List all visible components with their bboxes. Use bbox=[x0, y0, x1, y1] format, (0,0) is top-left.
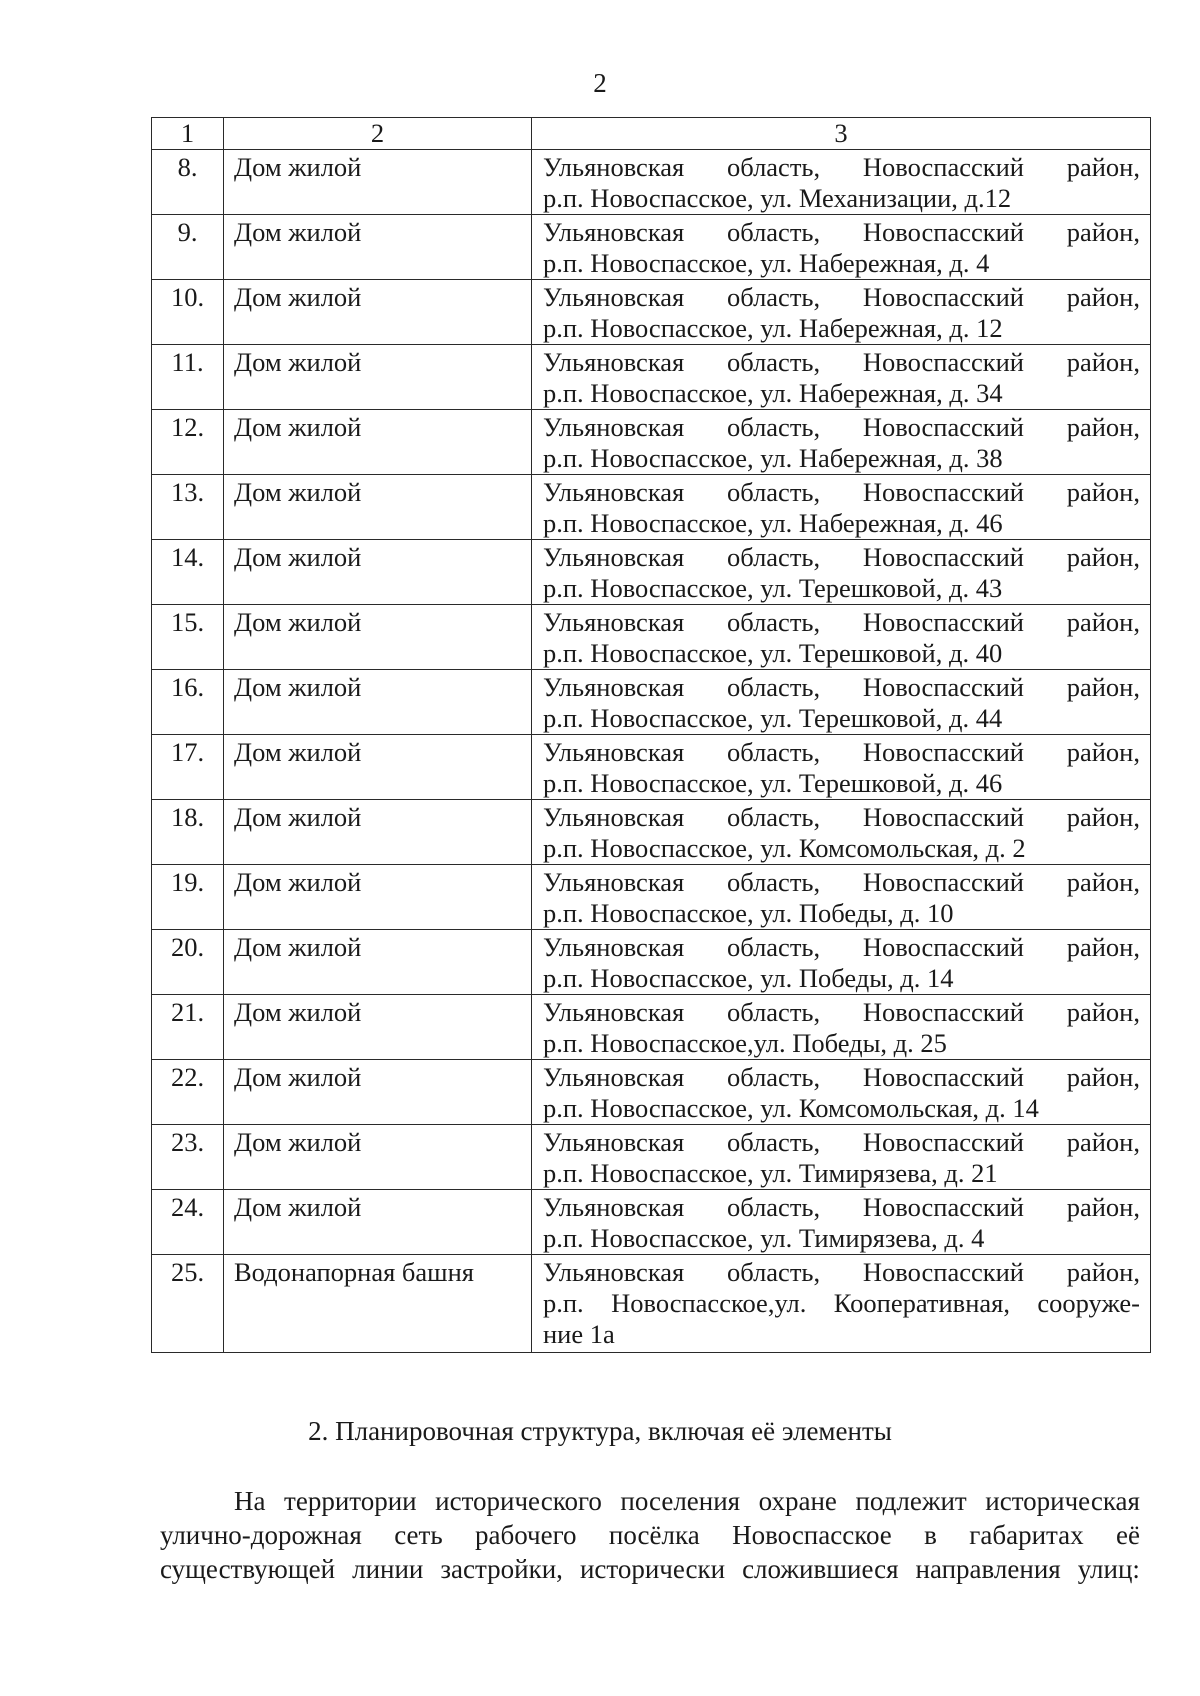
header-col-1: 1 bbox=[152, 118, 224, 150]
object-address bbox=[532, 475, 1151, 540]
address-word: Ульяновская bbox=[543, 867, 685, 897]
address-line: р.п. Новоспасское, ул. Механизации, д.12 bbox=[543, 183, 1012, 213]
table-row bbox=[152, 930, 1151, 995]
address-line: р.п. Новоспасское, ул. Терешковой, д. 43 bbox=[543, 573, 1003, 603]
object-name: Дом жилой bbox=[224, 1190, 532, 1255]
address-line bbox=[543, 477, 1140, 508]
address-word: район, bbox=[1066, 152, 1140, 182]
address-word: Ульяновская bbox=[543, 412, 685, 442]
paragraph-line bbox=[160, 1484, 1140, 1518]
address-word: область, bbox=[727, 672, 821, 702]
paragraph-word: подлежит bbox=[855, 1486, 967, 1516]
address-word: Новоспасский bbox=[862, 802, 1024, 832]
address-word: район, bbox=[1066, 1257, 1140, 1287]
paragraph-word: сеть bbox=[394, 1520, 443, 1550]
address-line: р.п. Новоспасское, ул. Набережная, д. 34 bbox=[543, 378, 1003, 408]
object-address bbox=[532, 1255, 1151, 1353]
address-word: область, bbox=[727, 607, 821, 637]
table-row bbox=[152, 410, 1151, 475]
row-number: 9. bbox=[152, 215, 224, 280]
table-row bbox=[152, 215, 1151, 280]
address-word: Ульяновская bbox=[543, 1257, 685, 1287]
address-line bbox=[543, 1257, 1140, 1288]
table-row bbox=[152, 1190, 1151, 1255]
object-address bbox=[532, 605, 1151, 670]
table-row bbox=[152, 670, 1151, 735]
table-row bbox=[152, 1060, 1151, 1125]
object-address bbox=[532, 410, 1151, 475]
table-row bbox=[152, 280, 1151, 345]
objects-table bbox=[151, 117, 1151, 1353]
address-word: Новоспасский bbox=[862, 477, 1024, 507]
paragraph-word: застройки, bbox=[440, 1554, 563, 1584]
address-line bbox=[543, 217, 1140, 248]
address-word: район, bbox=[1066, 997, 1140, 1027]
address-word: район, bbox=[1066, 1192, 1140, 1222]
row-number: 10. bbox=[152, 280, 224, 345]
address-line: р.п. Новоспасское, ул. Комсомольская, д. 2 bbox=[543, 833, 1026, 863]
address-word: Ульяновская bbox=[543, 477, 685, 507]
paragraph-word: в bbox=[924, 1520, 937, 1550]
address-word: область, bbox=[727, 1257, 821, 1287]
table-row bbox=[152, 605, 1151, 670]
address-word: р.п. bbox=[543, 1288, 584, 1318]
address-line bbox=[543, 607, 1140, 638]
address-word: Ульяновская bbox=[543, 1192, 685, 1222]
paragraph-word: исторически bbox=[579, 1554, 726, 1584]
row-number: 19. bbox=[152, 865, 224, 930]
table-row bbox=[152, 475, 1151, 540]
object-address bbox=[532, 800, 1151, 865]
paragraph-line bbox=[160, 1518, 1140, 1552]
body-paragraph bbox=[160, 1484, 1140, 1586]
address-line: р.п. Новоспасское, ул. Терешковой, д. 46 bbox=[543, 768, 1003, 798]
row-number: 13. bbox=[152, 475, 224, 540]
row-number: 15. bbox=[152, 605, 224, 670]
object-name: Дом жилой bbox=[224, 670, 532, 735]
paragraph-word: историческая bbox=[985, 1486, 1140, 1516]
row-number: 16. bbox=[152, 670, 224, 735]
address-line bbox=[543, 1127, 1140, 1158]
header-col-2: 2 bbox=[224, 118, 532, 150]
row-number: 20. bbox=[152, 930, 224, 995]
address-word: Новоспасский bbox=[862, 932, 1024, 962]
address-word: Новоспасский bbox=[862, 672, 1024, 702]
address-word: область, bbox=[727, 997, 821, 1027]
paragraph-word: улиц: bbox=[1077, 1554, 1140, 1584]
address-word: Ульяновская bbox=[543, 607, 685, 637]
paragraph-word: На bbox=[234, 1486, 266, 1516]
address-word: Ульяновская bbox=[543, 802, 685, 832]
paragraph-word: посёлка bbox=[608, 1520, 700, 1550]
address-word: область, bbox=[727, 347, 821, 377]
address-word: область, bbox=[727, 737, 821, 767]
section-heading: 2. Планировочная структура, включая её элементы bbox=[308, 1416, 892, 1446]
address-line bbox=[543, 542, 1140, 573]
paragraph-word: территории bbox=[284, 1486, 417, 1516]
address-word: Кооперативная, bbox=[833, 1288, 1010, 1318]
table-row bbox=[152, 345, 1151, 410]
paragraph-word: сложившиеся bbox=[742, 1554, 899, 1584]
address-line bbox=[543, 932, 1140, 963]
address-word: область, bbox=[727, 1062, 821, 1092]
address-word: Ульяновская bbox=[543, 152, 685, 182]
address-word: Ульяновская bbox=[543, 672, 685, 702]
address-line bbox=[543, 1062, 1140, 1093]
address-word: область, bbox=[727, 412, 821, 442]
object-name: Дом жилой bbox=[224, 1060, 532, 1125]
address-word: область, bbox=[727, 867, 821, 897]
address-word: район, bbox=[1066, 802, 1140, 832]
address-word: район, bbox=[1066, 737, 1140, 767]
row-number: 11. bbox=[152, 345, 224, 410]
paragraph-word: направления bbox=[915, 1554, 1061, 1584]
address-word: область, bbox=[727, 282, 821, 312]
table-row bbox=[152, 735, 1151, 800]
address-word: район, bbox=[1066, 477, 1140, 507]
object-name: Дом жилой bbox=[224, 540, 532, 605]
address-line bbox=[543, 347, 1140, 378]
address-word: Новоспасский bbox=[862, 282, 1024, 312]
object-name: Дом жилой bbox=[224, 410, 532, 475]
address-word: область, bbox=[727, 802, 821, 832]
table-row bbox=[152, 865, 1151, 930]
address-line bbox=[543, 412, 1140, 443]
address-line bbox=[543, 997, 1140, 1028]
row-number: 8. bbox=[152, 150, 224, 215]
header-col-3: 3 bbox=[532, 118, 1151, 150]
table-row bbox=[152, 1255, 1151, 1353]
address-line: ние 1а bbox=[543, 1319, 615, 1349]
row-number: 25. bbox=[152, 1255, 224, 1353]
table-header-row bbox=[152, 118, 1151, 150]
object-name: Дом жилой bbox=[224, 215, 532, 280]
object-name: Дом жилой bbox=[224, 735, 532, 800]
paragraph-line bbox=[160, 1552, 1140, 1586]
address-word: Ульяновская bbox=[543, 737, 685, 767]
object-address bbox=[532, 1125, 1151, 1190]
address-word: район, bbox=[1066, 412, 1140, 442]
paragraph-word: габаритах bbox=[969, 1520, 1084, 1550]
paragraph-word: существующей bbox=[160, 1554, 336, 1584]
address-word: Новоспасский bbox=[862, 542, 1024, 572]
address-word: Новоспасский bbox=[862, 607, 1024, 637]
row-number: 14. bbox=[152, 540, 224, 605]
paragraph-word: поселения bbox=[620, 1486, 741, 1516]
table-row bbox=[152, 995, 1151, 1060]
address-word: район, bbox=[1066, 867, 1140, 897]
object-address bbox=[532, 1060, 1151, 1125]
address-line: р.п. Новоспасское, ул. Набережная, д. 12 bbox=[543, 313, 1003, 343]
address-word: Ульяновская bbox=[543, 347, 685, 377]
address-word: область, bbox=[727, 542, 821, 572]
address-word: Новоспасский bbox=[862, 1127, 1024, 1157]
address-word: район, bbox=[1066, 932, 1140, 962]
address-word: сооруже- bbox=[1037, 1288, 1140, 1318]
paragraph-word: рабочего bbox=[475, 1520, 577, 1550]
address-line: р.п. Новоспасское, ул. Тимирязева, д. 4 bbox=[543, 1223, 985, 1253]
row-number: 12. bbox=[152, 410, 224, 475]
object-address bbox=[532, 865, 1151, 930]
object-address bbox=[532, 1190, 1151, 1255]
object-address bbox=[532, 670, 1151, 735]
address-line bbox=[543, 1192, 1140, 1223]
address-line bbox=[543, 802, 1140, 833]
address-word: Новоспасский bbox=[862, 1062, 1024, 1092]
table-row bbox=[152, 1125, 1151, 1190]
address-word: Новоспасский bbox=[862, 347, 1024, 377]
address-line bbox=[543, 1288, 1140, 1319]
address-line: р.п. Новоспасское, ул. Победы, д. 14 bbox=[543, 963, 954, 993]
table-body bbox=[152, 150, 1151, 1353]
object-address bbox=[532, 150, 1151, 215]
address-word: район, bbox=[1066, 217, 1140, 247]
object-address bbox=[532, 735, 1151, 800]
address-line: р.п. Новоспасское, ул. Набережная, д. 4 bbox=[543, 248, 990, 278]
object-address bbox=[532, 215, 1151, 280]
row-number: 21. bbox=[152, 995, 224, 1060]
address-word: Новоспасский bbox=[862, 152, 1024, 182]
object-name: Дом жилой bbox=[224, 605, 532, 670]
object-address bbox=[532, 540, 1151, 605]
table-row bbox=[152, 150, 1151, 215]
row-number: 22. bbox=[152, 1060, 224, 1125]
address-word: район, bbox=[1066, 607, 1140, 637]
address-line: р.п. Новоспасское,ул. Победы, д. 25 bbox=[543, 1028, 947, 1058]
address-word: район, bbox=[1066, 1062, 1140, 1092]
object-name: Дом жилой bbox=[224, 865, 532, 930]
paragraph-word: улично-дорожная bbox=[160, 1520, 362, 1550]
paragraph-word: Новоспасское bbox=[732, 1520, 892, 1550]
paragraph-word: линии bbox=[352, 1554, 424, 1584]
address-word: Новоспасский bbox=[862, 412, 1024, 442]
paragraph-word: охране bbox=[758, 1486, 837, 1516]
address-line bbox=[543, 152, 1140, 183]
object-name: Дом жилой bbox=[224, 345, 532, 410]
address-line bbox=[543, 867, 1140, 898]
address-line: р.п. Новоспасское, ул. Набережная, д. 38 bbox=[543, 443, 1003, 473]
address-word: область, bbox=[727, 1192, 821, 1222]
table-row bbox=[152, 800, 1151, 865]
address-word: Новоспасский bbox=[862, 737, 1024, 767]
object-name: Водонапорная башня bbox=[224, 1255, 532, 1353]
object-name: Дом жилой bbox=[224, 150, 532, 215]
address-word: район, bbox=[1066, 1127, 1140, 1157]
address-line: р.п. Новоспасское, ул. Терешковой, д. 40 bbox=[543, 638, 1003, 668]
address-word: Ульяновская bbox=[543, 282, 685, 312]
address-word: область, bbox=[727, 152, 821, 182]
address-line: р.п. Новоспасское, ул. Комсомольская, д. 14 bbox=[543, 1093, 1039, 1123]
row-number: 24. bbox=[152, 1190, 224, 1255]
address-word: Ульяновская bbox=[543, 542, 685, 572]
object-address bbox=[532, 930, 1151, 995]
address-word: Новоспасский bbox=[862, 867, 1024, 897]
address-line bbox=[543, 737, 1140, 768]
object-name: Дом жилой bbox=[224, 280, 532, 345]
address-word: район, bbox=[1066, 542, 1140, 572]
row-number: 18. bbox=[152, 800, 224, 865]
address-word: Ульяновская bbox=[543, 932, 685, 962]
paragraph-word: исторического bbox=[435, 1486, 602, 1516]
object-name: Дом жилой bbox=[224, 475, 532, 540]
object-name: Дом жилой bbox=[224, 1125, 532, 1190]
address-line: р.п. Новоспасское, ул. Тимирязева, д. 21 bbox=[543, 1158, 998, 1188]
row-number: 23. bbox=[152, 1125, 224, 1190]
address-line bbox=[543, 282, 1140, 313]
address-word: Новоспасское,ул. bbox=[611, 1288, 807, 1318]
address-word: Ульяновская bbox=[543, 1127, 685, 1157]
address-word: область, bbox=[727, 1127, 821, 1157]
address-word: район, bbox=[1066, 282, 1140, 312]
address-word: Ульяновская bbox=[543, 217, 685, 247]
paragraph-word: её bbox=[1116, 1520, 1140, 1550]
object-name: Дом жилой bbox=[224, 800, 532, 865]
address-line: р.п. Новоспасское, ул. Терешковой, д. 44 bbox=[543, 703, 1003, 733]
object-name: Дом жилой bbox=[224, 995, 532, 1060]
address-line bbox=[543, 672, 1140, 703]
address-word: область, bbox=[727, 932, 821, 962]
object-name: Дом жилой bbox=[224, 930, 532, 995]
address-word: район, bbox=[1066, 347, 1140, 377]
address-word: район, bbox=[1066, 672, 1140, 702]
page-number: 2 bbox=[593, 68, 607, 98]
address-line: р.п. Новоспасское, ул. Победы, д. 10 bbox=[543, 898, 954, 928]
address-word: область, bbox=[727, 217, 821, 247]
address-word: Ульяновская bbox=[543, 997, 685, 1027]
address-word: Новоспасский bbox=[862, 1192, 1024, 1222]
address-word: область, bbox=[727, 477, 821, 507]
object-address bbox=[532, 280, 1151, 345]
address-word: Новоспасский bbox=[862, 217, 1024, 247]
object-address bbox=[532, 345, 1151, 410]
address-word: Новоспасский bbox=[862, 1257, 1024, 1287]
address-line: р.п. Новоспасское, ул. Набережная, д. 46 bbox=[543, 508, 1003, 538]
object-address bbox=[532, 995, 1151, 1060]
address-word: Ульяновская bbox=[543, 1062, 685, 1092]
table-row bbox=[152, 540, 1151, 605]
address-word: Новоспасский bbox=[862, 997, 1024, 1027]
row-number: 17. bbox=[152, 735, 224, 800]
